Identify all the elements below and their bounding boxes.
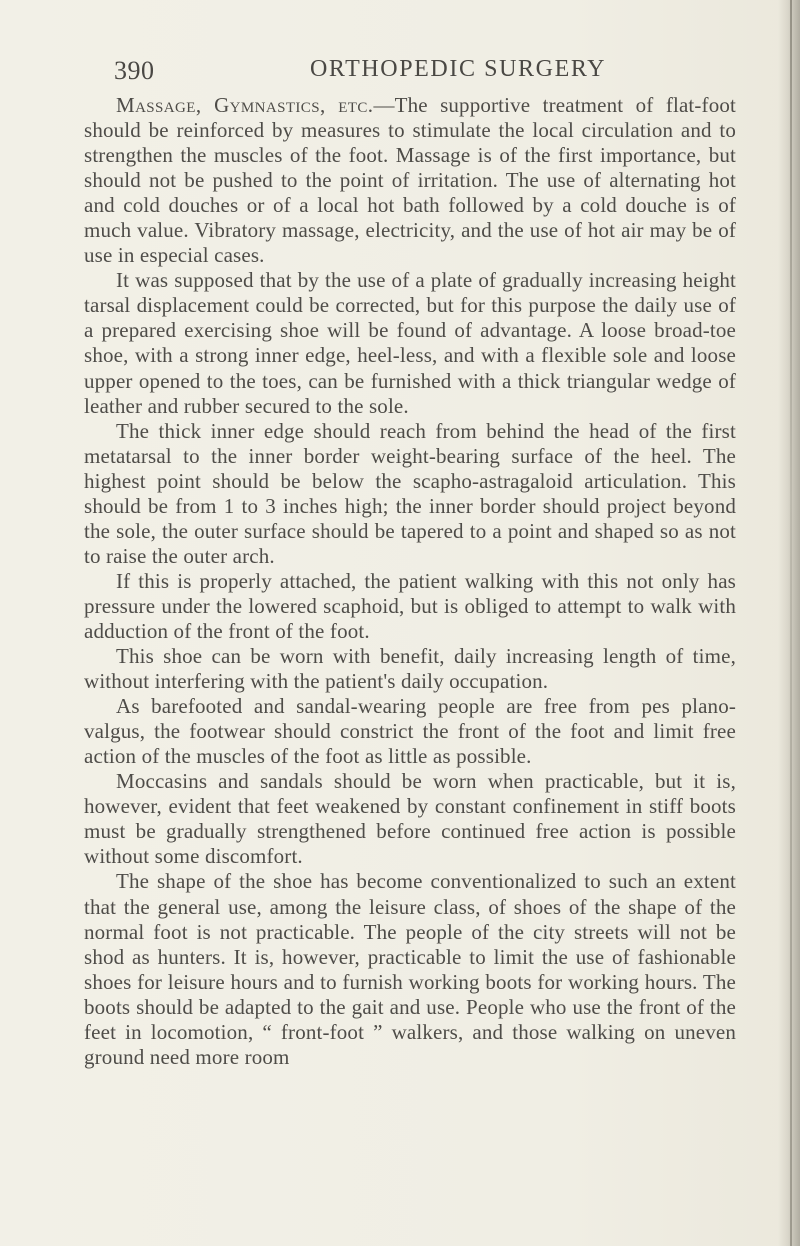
paragraph-text: As barefooted and sandal-wearing people are free from pes plano-valgus, the footwear should constrict the front of the foot and limit free action of the muscles of the foot as little as possible. — [84, 694, 736, 769]
page-edge-line — [790, 0, 792, 1246]
paragraph — [84, 93, 736, 268]
paragraph — [84, 769, 736, 869]
paragraph — [84, 268, 736, 418]
page-edge-shadow — [778, 0, 800, 1246]
paragraph-text: The shape of the shoe has become conventionalized to such an extent that the general use, among the leisure class, of shoes of the shape of the normal foot is not practicable. The people of the city streets will not be shod as hunters. It is, however, practicable to limit the use of fashionable shoes for leisure hours and to furnish working boots for working hours. The boots should be adapted to the gait and use. People who use the front of the feet in locomotion, “ front-foot ” walkers, and those walking on uneven ground need more room — [84, 869, 736, 1069]
paragraph — [84, 644, 736, 694]
paragraph — [84, 694, 736, 769]
paragraph — [84, 419, 736, 569]
paragraph — [84, 569, 736, 644]
paragraph-text: —The supportive treatment of flat-foot should be reinforced by measures to stimulate the local circulation and to strengthen the muscles of the foot. Massage is of the first importance, but should not be pushed to the point of irritation. The use of alternating hot and cold douches or of a local hot bath followed by a cold douche is of much value. Vibratory massage, electricity, and the use of hot air may be of use in especial cases. — [84, 93, 736, 268]
page-header — [114, 56, 734, 90]
paragraph-text: Moccasins and sandals should be worn when practicable, but it is, however, evident that feet weakened by constant confinement in stiff boots must be gradually strengthened before continued free action is possible without some discomfort. — [84, 769, 736, 869]
paragraph-lead-in: Massage, Gymnastics, etc. — [116, 93, 374, 117]
body-text — [84, 93, 736, 1070]
page-number: 390 — [114, 56, 155, 85]
paragraph-text: This shoe can be worn with benefit, daily increasing length of time, without interfering with the patient's daily occupation. — [84, 644, 736, 694]
paragraph-text: The thick inner edge should reach from behind the head of the first metatarsal to the inner border weight-bearing surface of the heel. The highest point should be below the scapho-astragaloid articulation. This should be from 1 to 3 inches high; the inner border should project beyond the sole, the outer surface should be tapered to a point and shaped so as not to raise the outer arch. — [84, 418, 736, 568]
paragraph — [84, 869, 736, 1069]
running-head: ORTHOPEDIC SURGERY — [310, 56, 607, 82]
paragraph-text: If this is properly attached, the patient walking with this not only has pressure under the lowered scaphoid, but is obliged to attempt to walk with adduction of the front of the foot. — [84, 568, 736, 643]
paragraph-text: It was supposed that by the use of a plate of gradually increasing height tarsal displacement could be corrected, but for this purpose the daily use of a prepared exercising shoe will be found of advantage. A loose broad-toe shoe, with a strong inner edge, heel-less, and with a flexible sole and loose upper opened to the toes, can be furnished with a thick triangular wedge of leather and rubber secured to the sole. — [84, 268, 736, 418]
